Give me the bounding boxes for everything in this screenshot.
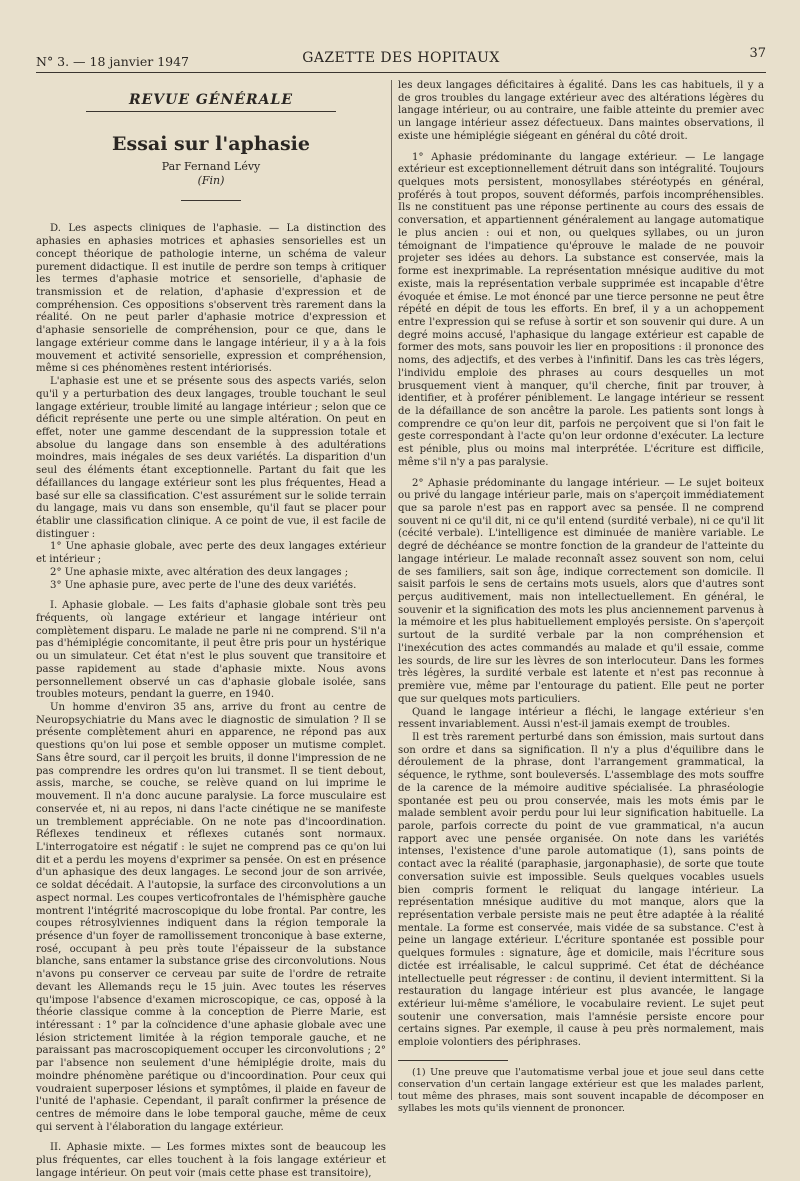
page-header xyxy=(36,46,766,73)
footnote: (1) Une preuve que l'automatisme verbal joue et joue seul dans cette conservation d'un certain langage extérieur est que les malades parlent, tout même des phrases, mais sont souvent incapable de décomposer en syllabes les mots qu'ils viennent de prononcer. xyxy=(398,1066,764,1114)
spacer xyxy=(398,470,764,478)
paragraph: Quand le langage intérieur a fléchi, le langage extérieur s'en ressent invariablement. Aussi n'est-il jamais exempt de troubles. xyxy=(398,706,764,731)
list-item: 2° Une aphasie mixte, avec altération des deux langages ; xyxy=(50,566,349,578)
paragraph: 2° Aphasie prédominante du langage intérieur. — Le sujet boiteux ou privé du langage intérieur parle, mais on s'aperçoit immédiatement que sa parole n'est pas en rapport avec sa pensée. Il ne comprend souvent ni ce qu'il dit, ni ce qu'il entend (surdité verbale), ni ce qu'il lit (cécité verbale). L'intelligence est diminuée de manière variable. Le degré de déchéance se montre fonction de la grandeur de l'atteinte du langage intérieur. Le malade reconnaît assez souvent son nom, celui de ses familiers, sait son âge, indique correctement son domicile. Il saisit parfois le sens de certains mots usuels, alors que d'autres sont perçus auditivement, mais non intellectuellement. En général, le souvenir et la signification des mots les plus anciennement parvenus à la mémoire et les plus habituellement employés persiste. On s'aperçoit surtout de la surdité verbale par la non compréhension et l'inexécution des actes commandés au malade et qu'il essaie, comme les sourds, de lire sur les lèvres de son interlocuteur. Dans les formes très légères, la surdité verbale est latente et n'est pas reconnue à première vue, même par l'entourage du patient. Elle peut ne porter que sur quelques mots particuliers. xyxy=(398,477,764,705)
article-note: (Fin) xyxy=(197,174,225,188)
byline-rule xyxy=(181,200,241,201)
paragraph: L'aphasie est une et se présente sous des aspects variés, selon qu'il y a perturbation des deux langages, trouble touchant le seul langage extérieur, trouble limité au langage intérieur ; selon que ce déficit représente une perte ou une simple altération. On peut en effet, noter une gamme descendant de la suppression totale et absolue du langage dans son ensemble à des adultérations moindres, mais inégales de ses deux variétés. La disparition d'un seul des éléments étant exceptionnelle. Partant du fait que les défaillances du langage extérieur sont les plus fréquentes, Head a basé sur elle sa classification. C'est assurément sur le solide terrain du langage, mais vu dans son ensemble, qu'il faut se placer pour établir une classification clinique. A ce point de vue, il est facile de distinguer : xyxy=(36,376,386,540)
article-title: Essai sur l'aphasie xyxy=(112,132,310,155)
author: Par Fernand Lévy xyxy=(161,160,261,174)
spacer xyxy=(36,1134,386,1142)
spacer xyxy=(398,144,764,152)
column-divider xyxy=(391,80,392,1100)
paragraph: les deux langages déficitaires à égalité. Dans les cas habituels, il y a de gros troubles du langage extérieur avec des altérations légères du langage intérieur, ou au contraire, une faible atteinte du premier avec un langage intérieur assez défectueux. Dans maintes observations, il existe une hémiplégie siégeant en général du côté droit. xyxy=(398,80,764,142)
left-column xyxy=(36,80,386,1181)
section-title: REVUE GÉNÉRALE xyxy=(128,92,294,108)
paragraph: 1° Aphasie prédominante du langage extérieur. — Le langage extérieur est exceptionnellement détruit dans son intégralité. Toujours quelques mots persistent, monosyllabes stéréotypés en général, proférés à tout propos, souvent déformés, parfois incompréhensibles. Ils ne constituent pas une réponse pertinente au cours des essais de conversation, et appartiennent généralement au langage automatique le plus ancien : oui et non, ou quelques syllabes, ou un juron témoignant de l'impatience qu'éprouve le malade de ne pouvoir projeter ses idées au dehors. La substance est conservée, mais la forme est inexprimable. La représentation mnésique auditive du mot existe, mais la représentation verbale supprimée est incapable d'être évoquée et émise. Le mot énoncé par une tierce personne ne peut être répété en dépit de tous les efforts. En bref, il y a un achoppement entre l'expression qui se refuse à sortir et son souvenir qui dure. A un degré moins accusé, l'aphasique du langage extérieur est capable de former des mots, sans pouvoir les lier en propositions : il prononce des noms, des adjectifs, et des verbes à l'infinitif. Dans les cas très légers, l'individu emploie des phrases au cours desquelles un mot brusquement vient à manquer, qu'il cherche, finit par trouver, à identifier, et à proférer péniblement. Le langage intérieur se ressent de la défaillance de son ancêtre la parole. Les patients sont longs à comprendre ce qu'on leur dit, parfois ne perçoivent que si l'on fait le geste correspondant à l'acte qu'on leur ordonne d'exécuter. La lecture est pénible, plus ou moins mal interprétée. L'écriture est difficile, même s'il n'y a pas paralysie. xyxy=(398,151,764,468)
section-rule xyxy=(86,111,336,112)
paragraph: D. Les aspects cliniques de l'aphasie. — La distinction des aphasies en aphasies motrices et aphasies sensorielles est un concept théorique de pathologie interne, un schéma de valeur purement didactique. Il est inutile de perdre son temps à critiquer les termes d'aphasie motrice et sensorielle, d'aphasie de transmission et de relation, d'aphasie d'expression et de compréhension. Ces oppositions s'observent très rarement dans la réalité. On ne peut parler d'aphasie motrice d'expression et d'aphasie sensorielle de compréhension, pour ce que, dans le langage extérieur comme dans le langage intérieur, il y a à la fois mouvement et activité sensorielle, expression et compréhension, même si ces phénomènes restent intériorisés. xyxy=(36,223,386,375)
paragraph: II. Aphasie mixte. — Les formes mixtes sont de beaucoup les plus fréquentes, car elles touchent à la fois langage extérieur et langage intérieur. On peut voir (mais cette phase est transitoire), xyxy=(36,1142,386,1179)
paragraph: I. Aphasie globale. — Les faits d'aphasie globale sont très peu fréquents, où langage extérieur et langage intérieur ont complètement disparu. Le malade ne parle ni ne comprend. S'il n'a pas d'hémiplégie concomitante, il peut être pris pour un hystérique ou un simulateur. Cet état n'est le plus souvent que transitoire et passe rapidement au stade d'aphasie mixte. Nous avons personnellement observé un cas d'aphasie globale isolée, sans troubles moteurs, pendant la guerre, en 1940. xyxy=(36,600,386,701)
byline xyxy=(36,160,386,188)
footnote-rule xyxy=(398,1060,508,1061)
journal-name: GAZETTE DES HOPITAUX xyxy=(302,50,500,66)
issue-date: N° 3. — 18 janvier 1947 xyxy=(36,54,190,69)
list-item: 1° Une aphasie globale, avec perte des deux langages extérieur et intérieur ; xyxy=(36,541,386,566)
paragraph: Il est très rarement perturbé dans son émission, mais surtout dans son ordre et dans sa signification. Il n'y a plus d'équilibre dans le déroulement de la phrase, dont l'arrangement grammatical, la séquence, le rythme, sont bouleversés. L'assemblage des mots souffre de la carence de la mémoire auditive spécialisée. La phraséologie spontanée est peu ou prou conservée, mais les mots émis par le malade semblent avoir perdu pour lui leur signification habituelle. La parole, parfois correcte du point de vue grammatical, n'a aucun rapport avec une pensée organisée. On note dans les variétés intenses, l'existence d'une parole automatique (1), sans points de contact avec la réalité (paraphasie, jargonaphasie), de sorte que toute conversation suivie est impossible. Seuls quelques vocables usuels bien compris forment le reliquat du langage intérieur. La représentation mnésique auditive du mot manque, alors que la représentation verbale persiste mais ne peut être adaptée à la réalité mentale. La forme est conservée, mais vidée de sa substance. C'est à peine un langage extérieur. L'écriture spontanée est possible pour quelques formules : signature, âge et domicile, mais l'écriture sous dictée est irréalisable, le calcul supprimé. Cet état de déchéance intellectuelle peut régresser : de continu, il devient intermittent. Si la restauration du langage intérieur est plus avancée, le langage extérieur lui-même s'améliore, le vocabulaire revient. Le sujet peut soutenir une conversation, mais l'amnésie persiste encore pour certains signes. Par exemple, il cause à peu près normalement, mais emploie volontiers des périphrases. xyxy=(398,731,764,1049)
page-number: 37 xyxy=(749,46,766,61)
paragraph: Un homme d'environ 35 ans, arrive du front au centre de Neuropsychiatrie du Mans avec le diagnostic de simulation ? Il se présente complètement ahuri en apparence, ne répond pas aux questions qu'on lui pose et semble opposer un mutisme complet. Sans être sourd, car il perçoit les bruits, il donne l'impression de ne pas comprendre les ordres qu'on lui transmet. Il se tient debout, assis, marche, se couche, se relève quand on lui imprime le mouvement. Il n'a donc aucune paralysie. La force musculaire est conservée et, ni au repos, ni dans l'acte cinétique ne se manifeste un tremblement appréciable. On ne note pas d'incoordination. Réflexes tendineux et réflexes cutanés sont normaux. L'interrogatoire est négatif : le sujet ne comprend pas ce qu'on lui dit et a perdu les moyens d'exprimer sa pensée. On est en présence d'un aphasique des deux langages. Le second jour de son arrivée, ce soldat décédait. A l'autopsie, la surface des circonvolutions a un aspect normal. Les coupes verticofrontales de l'hémisphère gauche montrent l'intégrité macroscopique du lobe frontal. Par contre, les coupes rétrosylviennes indiquent dans la région temporale la présence d'un foyer de ramollissement tronconique à base externe, rosé, occupant à peu près toute l'épaisseur de la substance blanche, sans entamer la substance grise des circonvolutions. Nous n'avons pu conserver ce cerveau par suite de l'ordre de retraite devant les Allemands reçu le 15 juin. Avec toutes les réserves qu'impose l'absence d'examen microscopique, ce cas, opposé à la théorie classique comme à la conception de Pierre Marie, est intéressant : 1° par la coïncidence d'une aphasie globale avec une lésion strictement limitée à la région temporale gauche, et ne paraissant pas macroscopiquement occuper les circonvolutions ; 2° par l'absence non seulement d'une hémiplégie droite, mais du moindre phénomène parétique ou d'incoordination. Pour ceux qui voudraient superposer lésions et symptômes, il plaide en faveur de l'unité de l'aphasie. Cependant, il paraît confirmer la présence de centres de mémoire dans le lobe temporal gauche, même de ceux qui servent à l'élaboration du langage extérieur. xyxy=(36,702,386,1133)
list-item: 3° Une aphasie pure, avec perte de l'une des deux variétés. xyxy=(50,579,357,591)
right-column xyxy=(398,80,764,1115)
